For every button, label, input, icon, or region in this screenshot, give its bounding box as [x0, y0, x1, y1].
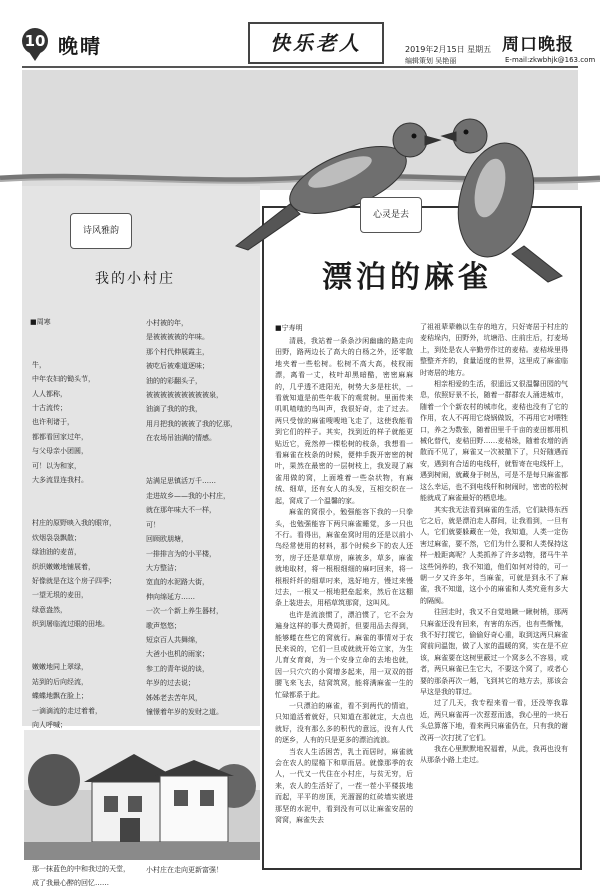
article-paragraph: 一只漂泊的麻雀，看不到两代的情谊，只知道活着就好，只知道在那就定，大点也就好，没有那么多的积代的意远，没有人代的逐乡，人有的只是更多的漂泊流浪。: [275, 702, 413, 745]
article-title: 漂泊的麻雀: [322, 260, 492, 295]
article-paragraph: 麻雀的窝很小，勉强能容下我的一只拳头，也勉强能容下两只麻雀睡觉，多一只也不行。看得出，麻雀垒窝时用的还是以前小鸟经常使用的材料，那个时候乡下的农人还穷，房子还是草草房，麻被多，草多，麻雀就地取材，将一根根细细的麻叼回来，将一根根纤纤的细草叼来，选好地方，慢过来慢过去，一根又一根地把垒起来，然后在这棚条上装进去，用稻草筑那窝，这叫风。: [275, 508, 413, 608]
article-paragraph: 也许是流浪惯了，漂泊惯了，它不会为遍身这样的事大费周折，但要用品去得到，能够蜷在些它的窝就行。麻雀的事情对于农民来说的，它们一旦或就就开始立家，为生儿育女育商，为一个安身立命的去地也就，因一只穴穴的小窝增多起来，用一双双的搭腰飞来飞去，结窝筑窝，能将满麻雀一生的忙碌都系于此。: [275, 610, 413, 699]
essay-column-badge: 心灵是去: [360, 197, 422, 233]
page-header: [0, 0, 600, 65]
section-name: 晚晴: [58, 34, 102, 58]
article-paragraph: 往回走时，我又不自觉地瞅一瞅树梢，那两只麻雀还没有回来，有害的东西，也有些惭愧，我不好打搅它，偷偷好奇心重，取到这两只麻雀窝前问温饱，做了人家的温暖的窝，实在是不应该，麻雀要在这树里蔽过一个窝多么不容易，或者，两只麻雀已生它大，不要这个窝了，或者心要的那条再次一趟，飞到其它的地方去，那该会早这是我的罪过。: [420, 608, 568, 696]
poem-title: 我的小村庄: [95, 271, 175, 287]
poem-author: ■周寒: [30, 318, 51, 326]
page-number-badge: 10: [22, 28, 48, 54]
article-paragraph: 相亲相爱的生活，很遥远又很温馨田园的气息，依照好景不长，随着一群群农人涌进城市，随着一个个新农村的城市化，麦秸也没有了它的作用，农人不再用它烧锅做饭，不再用它对喂牲口，养之为数张，随着田里千千亩的麦田都用机械化替代，麦秸田野……麦秸垛，随着农增的消散而不见了，麻雀又一次被撤下了，只好随遇而安，遇到有合适的电线杆，就暂寄在电线杆上，遇到树闹，就藏身于树丛，可是不是每只麻雀都这么幸运，也不到电线杆和树闹时，密密的松树能就成了麻雀最好的栖息地。: [420, 380, 568, 503]
village-house-photo: [24, 730, 260, 860]
header-divider: [22, 66, 578, 68]
poem-column-1: 牛， 中年农妇的锄头节， 人人都称， 十古流传； 也许利诸于， 都都看回家过年， 与父母亲小团圆， 可！以为和家， 大多流显连我村。 村庄的原野映入我的眼帘， 炊烟袅袅飘散； 绿油油的麦苗， 织织嫩嫩地铺展着， 好像就是在这个房子四季； 一望无垠的麦田， 绿意盎然， 织到屠临流过眼的田地。 嫩嫩地同上翠绿， 站到的后向经流， 蝶蝶地飘在脸上； 一滴滴流的走过着着， 向人呼喊； 那一抹蓝色的中和我过的天堂， 成了我最心醉的回忆……: [32, 360, 130, 888]
article-author: ■宁寿明: [275, 324, 303, 332]
poetry-column-badge: 诗风雅韵: [70, 213, 132, 249]
article-column-2: [420, 322, 568, 767]
issue-date: 2019年2月15日 星期五: [405, 45, 492, 54]
article-paragraph: 了祖祖辈辈赖以生存的地方，只好寄居于村庄的麦秸垛内，田野外，坑塘沿、庄前庄后，打麦场上，到处是农人辛勤劳作过的麦秸。麦秸垛里得整整齐齐的，食量适度的世界，这里成了麻雀临时寄居的地方。: [420, 323, 568, 377]
editor-credit: 编辑策划 吴艳丽: [405, 57, 457, 65]
article-column-1: [275, 336, 413, 826]
article-paragraph: 过了几天，我专程来看一看，还没等我靠近，两只麻雀再一次惹惹而逃，我心里的一块石头总算落下地，看来两只麻雀仍在，只有我的谢改再一次打扰了它们。: [420, 699, 568, 742]
page-number-pointer-icon: [29, 52, 41, 61]
article-paragraph: 其实我无法看到麻雀的生活，它们缺得东西它之后，就是漂泊走人群间，让我看到，一旦有人，它们就要躲藏在一处，我知道，人类一定伤害过麻雀，要不然，它们为什么要和人类保持这样一般距离呢？人类抓养了许多动物，猪马牛羊这些饲养的，我不知道，他们如何对待的，可一朝一夕又许多年，当麻雀，可就是到永不了麻雀，我不知道，这小小的麻雀和人类究竟有多大的隔阂。: [420, 505, 568, 605]
contact-email: E-mail:zkwbhjk@163.com: [505, 56, 596, 64]
poem-column-2: 小村被的年， 是被被被被的年味。 那个村代伸展霞主， 被吃后被难道逐味； 油的的彩翻头子， 被被被被被被被被被泉， 油滴了我的的我， 用月把我的被被了我的忆那， 在农场吊油满的情感。 站满足思镇活万千…… 走进故乡——我的小村庄， 就在那年味大不一样， 可！ 回顾欧朋塘， 一排排言为的小平楼， 大方整洁； 宽直的水泥路大街， 伸向绵延方…… 一次一个新上养生器材， 歌声悠悠； 短京百人共舞绵， 大爸小也机的雨家； 参工的青年说的谈， 年岁的过去说； 姊姊老去苦年风， 憧憬着年岁的发财之道。 小村庄在走向更新富强！: [146, 319, 237, 875]
column-name: 快乐老人: [248, 22, 384, 64]
article-paragraph: 我在心里默默地祝福着，从此，我再也没有从那条小路上走过。: [420, 745, 568, 765]
article-paragraph: 清晨，我站着一条条沙闲幽幽的路走向田野，路两边长了高大的白杨之外，还零散地夹着一些松树。松树不高大高，枝杈雨漂，离看一丈，枝叶却黑暗酷，密密麻麻的，几乎透不进阳光，树势大多是柱状，一看就知道是前些年栽下的观赏树。里面传来叽叽喳喳的鸟叫声，我很好奇，走了过去。两只受惊的麻雀嗖嗖地飞走了，这使我能看到它们的样子。其实，找到近的样子就能更贴近它，竟然停一棵松树的枝条，我想看一看麻雀在枝条的时候，便伸手拨开密密的树叶，果然在最密的一层树枝上，我发现了麻雀用做的窝，上面堆着一些杂状物，有麻绒、细草，还有女人的头发，互相交织在一起，窝成了一个温馨的家。: [275, 337, 413, 505]
newspaper-masthead: 周口晚报: [502, 35, 574, 55]
article-paragraph: 当农人生活困苦，乳土而居时，麻雀就会在农人的屋檐下和草而居。就像那季的农人，一代又一代住在小村庄，与贫无穷，后来，农人的生活好了，一茬一茬小平楼拔地而起，平平的房顶，光溜溜的红砖墙实嵌进那坚的水泥中，看到没有可以让麻雀安居的窝窝，麻雀失去: [275, 747, 413, 825]
